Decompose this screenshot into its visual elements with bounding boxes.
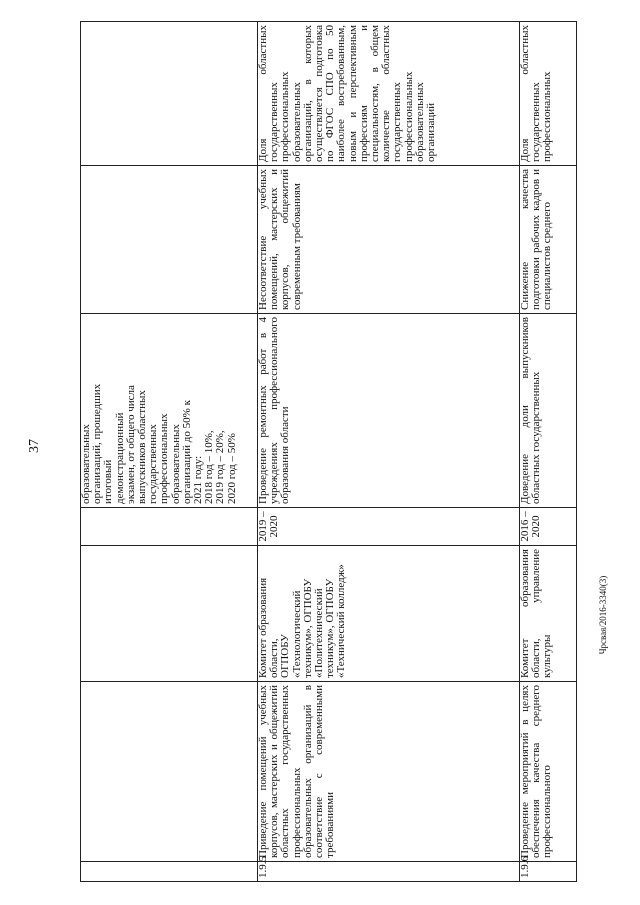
term-text: 2016 – 2020 xyxy=(519,511,543,542)
cell-indicator xyxy=(258,22,520,166)
cell-executor xyxy=(520,546,577,682)
cell-risk xyxy=(520,166,577,314)
number-text: 1.9.5 xyxy=(257,856,269,878)
risk-text: Несоответствие учебных помещений, мастерских и корпусов, общежитий современным требованиям xyxy=(257,169,303,310)
result-text: Доведение доли выпускников областных государственных xyxy=(519,317,543,504)
cell-executor xyxy=(81,546,258,682)
cell-risk xyxy=(258,166,520,314)
result-text: Проведение ремонтных работ в 4 учреждениях профессионального образования области xyxy=(257,317,292,504)
term-text: 2019 – 2020 xyxy=(257,511,281,542)
executor-text: Комитет образования области, управление культуры xyxy=(519,549,554,678)
indicator-text: Доля областных государственных профессиональных xyxy=(519,25,554,162)
number-text: 1.9.6 xyxy=(519,856,531,878)
cell-result xyxy=(81,314,258,508)
cell-activity xyxy=(520,682,577,862)
result-text: образовательных организаций, прошедших итоговый демонстрационный экзамен, от общего числа выпускников областных государственных профессиональных образовательных организаций до 50% к 2021 году: 2018 год – 10%, 2019 год – 20%, 2020 год – 50% xyxy=(80,383,238,504)
cell-activity xyxy=(81,682,258,862)
cell-number xyxy=(257,856,520,882)
cell-number xyxy=(81,862,258,882)
cell-term xyxy=(258,508,520,546)
page-number: 37 xyxy=(27,439,42,453)
table-row xyxy=(81,22,258,882)
table-row xyxy=(520,22,577,882)
table-row xyxy=(258,22,520,882)
cell-result xyxy=(258,314,520,508)
cell-term xyxy=(520,508,577,546)
activity-text: Приведение помещений учебных корпусов, мастерских и общежитий областных государственных профессиональных образовательных организаций в соответствие с современными требованиями xyxy=(257,685,337,858)
cell-indicator xyxy=(81,22,258,166)
footer-code: Чрсвая/2016-3340(3) xyxy=(598,575,608,655)
cell-indicator xyxy=(520,22,577,166)
cell-term xyxy=(81,508,258,546)
cell-result xyxy=(520,314,577,508)
cell-activity xyxy=(258,682,520,862)
indicator-text: Доля областных государственных профессиональных образовательных организаций, в которых осуществляется подготовка по ФГОС СПО по 50 наиболее востребованным, новым и перспективным профессиям и специальностям, в общем количестве областных государственных профессиональных образовательных организаций xyxy=(257,25,438,162)
activity-text: Проведение мероприятий в целях обеспечения качества среднего профессионального xyxy=(519,685,554,858)
executor-text: Комитет образования области, ОГПОБУ «Технологический техникум», ОГПОБУ «Политехнический техникум», ОГПОБУ «Технический колледж» xyxy=(257,564,348,678)
risk-text: Снижение качества подготовки рабочих кадров и специалистов среднего xyxy=(519,169,554,310)
rotated-table-container xyxy=(80,22,580,882)
program-table xyxy=(80,21,577,882)
cell-executor xyxy=(258,546,520,682)
cell-number xyxy=(519,856,577,882)
cell-risk xyxy=(81,166,258,314)
